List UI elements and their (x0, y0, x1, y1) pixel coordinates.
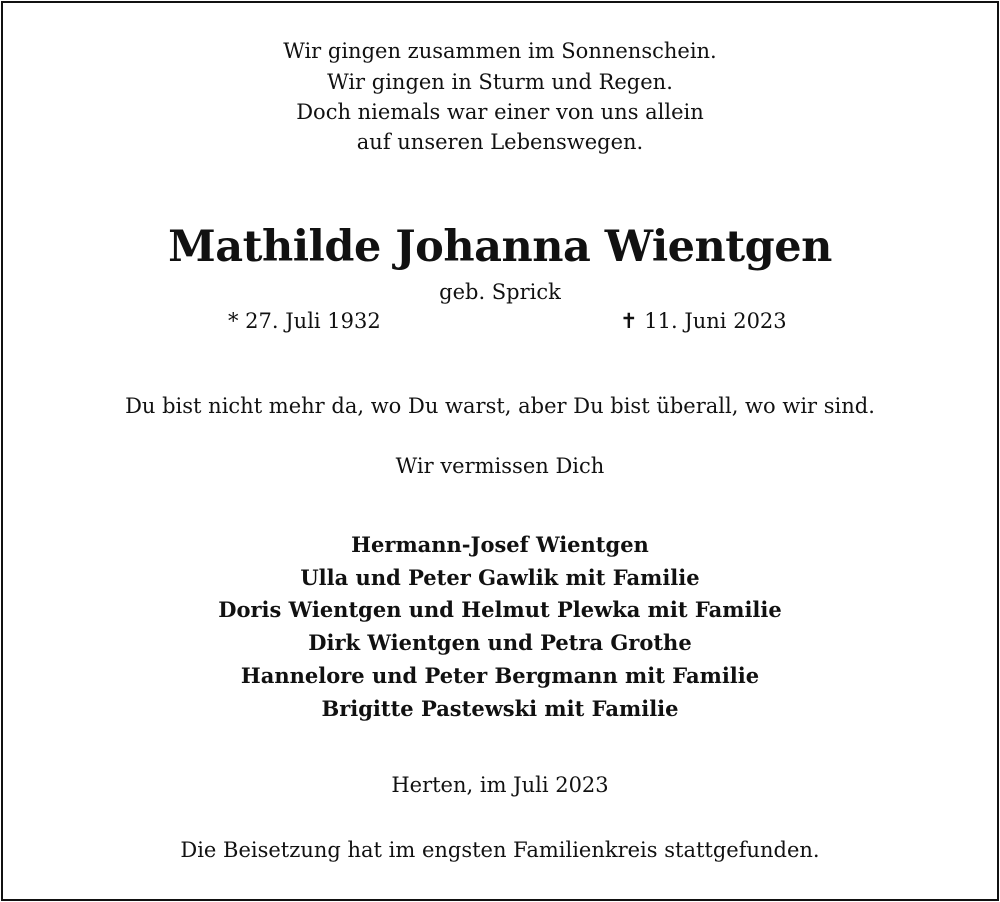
maiden-name: geb. Sprick (439, 280, 561, 304)
burial-note: Die Beisetzung hat im engsten Familienkreis stattgefunden. (180, 838, 820, 862)
deceased-name: Mathilde Johanna Wientgen (168, 222, 832, 272)
poem-line-2: Wir gingen in Sturm und Regen. (327, 70, 673, 94)
family-line-2: Ulla und Peter Gawlik mit Familie (300, 565, 700, 590)
place-date: Herten, im Juli 2023 (391, 773, 609, 797)
poem-line-3: Doch niemals war einer von uns allein (296, 100, 704, 124)
memorial-quote: Du bist nicht mehr da, wo Du warst, aber Du bist überall, wo wir sind. (125, 394, 875, 418)
family-line-4: Dirk Wientgen und Petra Grothe (308, 630, 692, 655)
family-line-5: Hannelore und Peter Bergmann mit Familie (240, 663, 760, 688)
birth-date: * 27. Juli 1932 (228, 309, 381, 333)
poem-line-1: Wir gingen zusammen im Sonnenschein. (283, 39, 717, 63)
family-line-3: Doris Wientgen und Helmut Plewka mit Familie (218, 597, 782, 622)
family-line-6: Brigitte Pastewski mit Familie (321, 696, 679, 721)
miss-you-text: Wir vermissen Dich (395, 454, 605, 478)
poem-line-4: auf unseren Lebenswegen. (356, 130, 644, 154)
family-line-1: Hermann-Josef Wientgen (351, 532, 649, 557)
death-date: ✝ 11. Juni 2023 (620, 309, 787, 333)
